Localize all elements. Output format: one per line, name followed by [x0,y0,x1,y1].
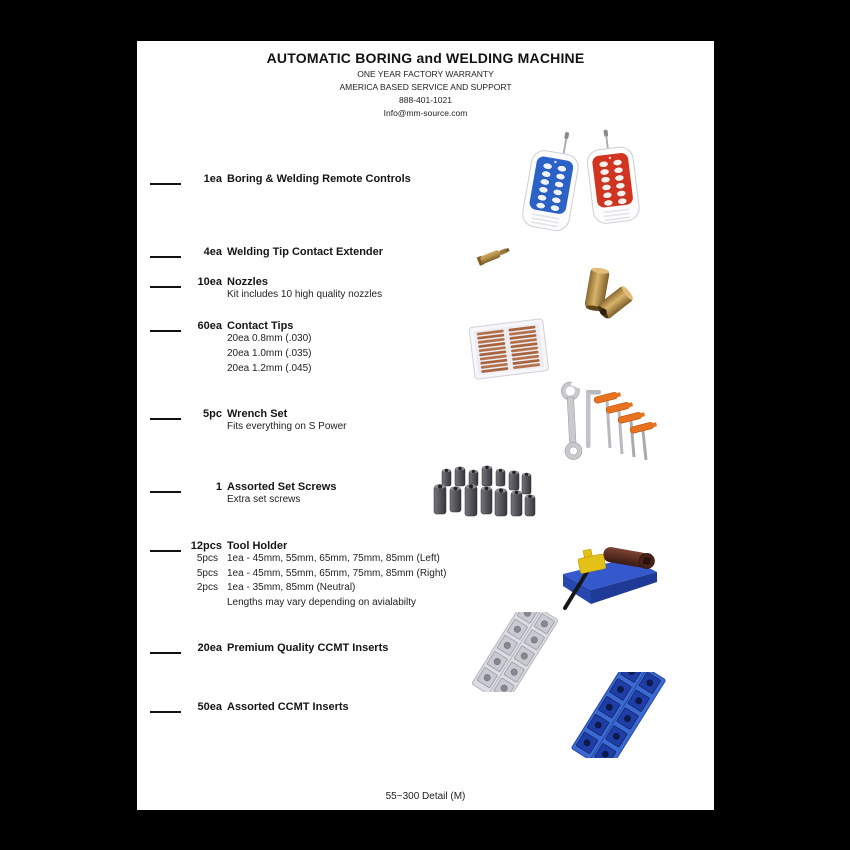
fill-in-blank [150,639,181,654]
tool-holder-photo [553,528,665,612]
item-sub: 20ea 0.8mm (.030) [227,333,312,344]
tool-holder-sub [183,568,447,579]
line-item-wrench-set [137,405,287,420]
wrench-set-photo [552,378,662,466]
fill-in-blank [150,698,181,713]
contact-tips-photo [467,318,552,382]
tool-holder-sub [183,597,416,608]
item-note: Fits everything on S Power [227,421,347,432]
contact-extender-photo [475,238,515,272]
line-item-remotes [137,170,411,185]
sub-qty [183,597,218,608]
line-item-nozzles [137,273,268,288]
page-header [137,50,714,120]
fill-in-blank [150,273,181,288]
footer-detail-label: 55~300 Detail (M) [385,791,466,802]
ccmt-inserts-photo [468,612,563,692]
sub-qty: 5pcs [196,553,218,564]
set-screws-photo [428,462,538,522]
fill-in-blank [150,170,181,185]
item-title: Assorted Set Screws [227,481,337,493]
item-qty: 12pcs [190,540,222,552]
item-qty: 4ea [203,246,222,258]
sub-qty: 2pcs [196,582,218,593]
item-note: Kit includes 10 high quality nozzles [227,289,383,300]
sub-text: 1ea - 45mm, 55mm, 65mm, 75mm, 85mm (Right) [227,568,447,579]
item-qty: 10ea [197,276,222,288]
item-note: Extra set screws [227,494,301,505]
sub-qty: 5pcs [196,568,218,579]
item-title: Premium Quality CCMT Inserts [227,642,389,654]
email-address: Info@mm-source.com [383,108,468,118]
item-sub: 20ea 1.2mm (.045) [227,363,312,374]
item-sub: 20ea 1.0mm (.035) [227,348,312,359]
item-qty: 20ea [197,642,222,654]
item-title: Tool Holder [227,540,288,552]
line-item-contact-tips [137,317,293,332]
item-qty: 1ea [203,173,222,185]
catalog-page [137,41,714,810]
line-item-tool-holder [137,537,287,552]
phone-number: 888-401-1021 [399,95,452,105]
item-qty: 50ea [197,701,222,713]
support-line: AMERICA BASED SERVICE AND SUPPORT [339,82,512,92]
item-title: Boring & Welding Remote Controls [227,173,411,185]
assorted-ccmt-inserts-photo [566,672,671,758]
item-title: Wrench Set [227,408,288,420]
fill-in-blank [150,243,181,258]
sub-text: Lengths may vary depending on avialabilty [227,597,417,608]
item-title: Contact Tips [227,320,294,332]
fill-in-blank [150,317,181,332]
sub-text: 1ea - 45mm, 55mm, 65mm, 75mm, 85mm (Left) [227,553,440,564]
line-item-assorted-inserts [137,698,349,713]
fill-in-blank [150,478,181,493]
item-qty: 5pc [203,408,222,420]
fill-in-blank [150,537,181,552]
item-qty: 1 [215,481,222,493]
warranty-line: ONE YEAR FACTORY WARRANTY [357,69,494,79]
remote-controls-photo [515,128,660,233]
line-item-extender [137,243,383,258]
item-title: Nozzles [227,276,268,288]
item-title: Welding Tip Contact Extender [227,246,384,258]
tool-holder-sub [183,582,355,593]
page-title: AUTOMATIC BORING and WELDING MACHINE [266,50,585,66]
tool-holder-sub [183,553,440,564]
line-item-premium-inserts [137,639,388,654]
fill-in-blank [150,405,181,420]
item-title: Assorted CCMT Inserts [227,701,349,713]
line-item-set-screws [137,478,336,493]
sub-text: 1ea - 35mm, 85mm (Neutral) [227,582,356,593]
item-qty: 60ea [197,320,222,332]
nozzles-photo [583,266,633,324]
